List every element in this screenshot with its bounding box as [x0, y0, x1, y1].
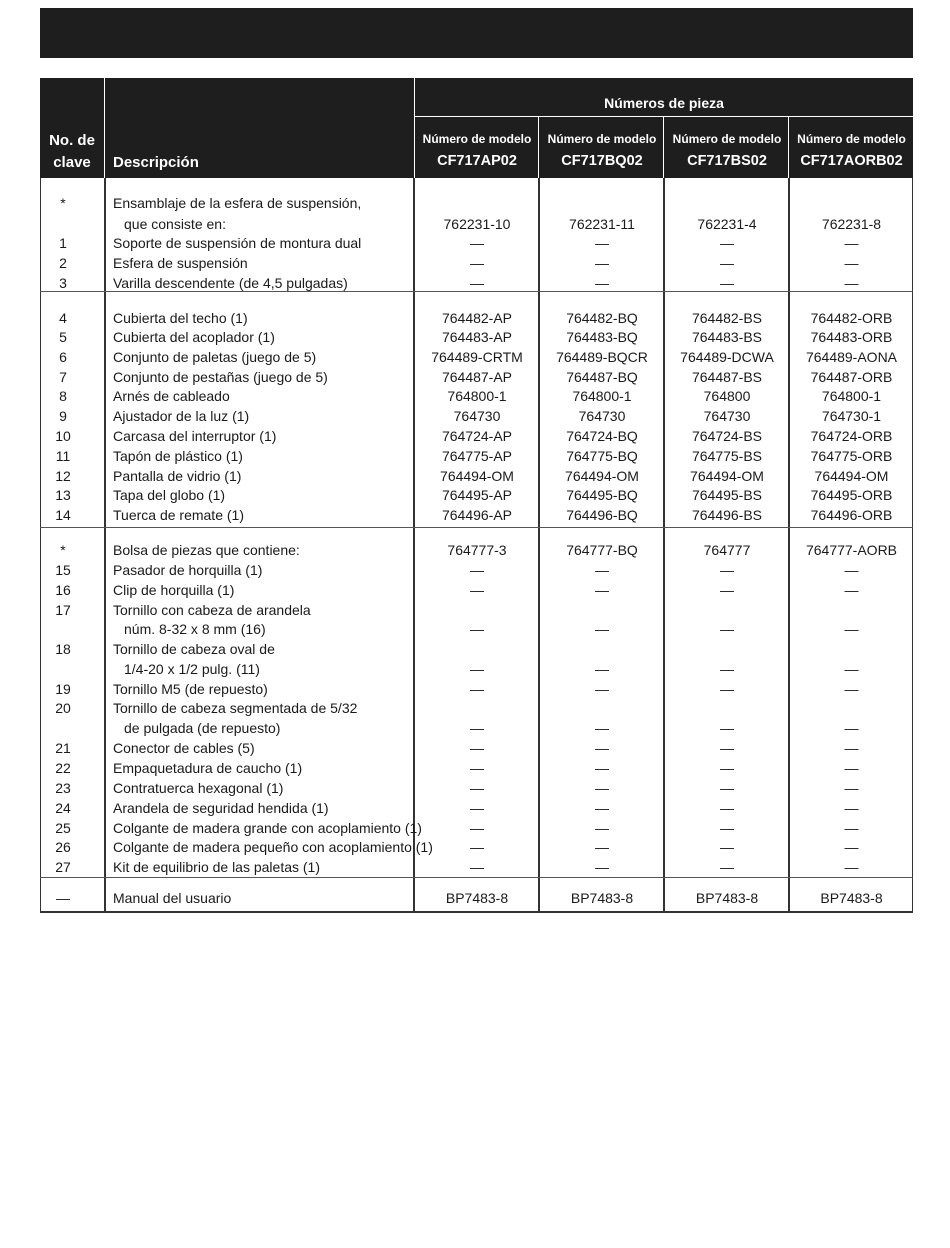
part-number: — — [720, 820, 734, 836]
part-number: — — [844, 621, 859, 637]
part-description: Conjunto de paletas (juego de 5) — [113, 349, 317, 365]
header-model-code: CF717AORB02 — [800, 153, 903, 169]
section-divider — [40, 527, 913, 528]
part-number: — — [595, 839, 609, 855]
part-number: — — [720, 760, 734, 776]
part-number: — — [595, 661, 609, 677]
part-number: 764495-ORB — [810, 487, 893, 503]
table-row — [40, 214, 913, 234]
part-description: Conjunto de pestañas (juego de 5) — [113, 369, 328, 385]
part-number: — — [844, 820, 859, 836]
part-number: — — [470, 681, 484, 697]
part-number: 764489-DCWA — [680, 349, 774, 365]
key-number: * — [60, 195, 66, 211]
key-number: 9 — [59, 408, 67, 424]
part-number: 764487-AP — [441, 369, 513, 385]
key-number: 25 — [55, 820, 71, 836]
part-number: — — [470, 800, 484, 816]
part-number: 762231-8 — [821, 216, 882, 232]
part-number: 764730 — [453, 408, 501, 424]
part-number: 764730 — [703, 408, 751, 424]
part-number: 764496-ORB — [810, 507, 893, 523]
part-number: — — [844, 255, 859, 271]
part-description: Tornillo con cabeza de arandela — [113, 602, 311, 618]
part-number: 764724-BS — [691, 428, 763, 444]
part-number: 764800-1 — [572, 388, 632, 404]
part-description: Pasador de horquilla (1) — [113, 562, 263, 578]
part-number: 764483-AP — [441, 329, 513, 345]
key-number: 14 — [55, 507, 71, 523]
table-row — [40, 837, 913, 857]
header-key: No. de clave — [49, 132, 95, 171]
part-number: — — [470, 740, 484, 756]
part-description: Empaquetadura de caucho (1) — [113, 760, 303, 776]
part-description: Manual del usuario — [113, 890, 232, 906]
part-number: 764489-BQCR — [556, 349, 648, 365]
key-number: 3 — [59, 275, 67, 291]
part-description: Carcasa del interruptor (1) — [113, 428, 277, 444]
part-number: — — [595, 562, 609, 578]
part-description: Contratuerca hexagonal (1) — [113, 780, 284, 796]
part-description: Colgante de madera pequeño con acoplamiento (1) — [113, 839, 433, 855]
key-number: 23 — [55, 780, 71, 796]
table-row — [40, 888, 913, 908]
part-number: — — [470, 582, 484, 598]
part-number: — — [595, 780, 609, 796]
table-row — [40, 540, 913, 560]
part-number: — — [595, 720, 609, 736]
part-number: — — [720, 681, 734, 697]
part-number: 764777 — [703, 542, 751, 558]
part-number: 764482-BS — [691, 310, 763, 326]
part-number: — — [470, 720, 484, 736]
part-number: 764724-BQ — [566, 428, 638, 444]
part-number: — — [844, 562, 859, 578]
part-number: — — [470, 859, 484, 875]
key-number: 18 — [55, 641, 71, 657]
header-model-code: CF717AP02 — [437, 153, 517, 169]
part-description: Pantalla de vidrio (1) — [113, 468, 242, 484]
part-number: — — [844, 740, 859, 756]
part-number: 764494-OM — [440, 468, 514, 484]
part-number: — — [720, 621, 734, 637]
part-number: — — [720, 235, 734, 251]
table-row — [40, 778, 913, 798]
key-number: 7 — [59, 369, 67, 385]
part-number: 764730 — [578, 408, 626, 424]
key-number: 2 — [59, 255, 67, 271]
part-number: — — [844, 839, 859, 855]
part-description: Ensamblaje de la esfera de suspensión, — [113, 195, 362, 211]
key-number: 24 — [55, 800, 71, 816]
part-number: — — [595, 621, 609, 637]
part-number: 764775-AP — [441, 448, 513, 464]
key-number: 11 — [55, 448, 71, 464]
table-row — [40, 308, 913, 328]
part-number: 762231-10 — [443, 216, 511, 232]
part-number: — — [720, 720, 734, 736]
top-banner — [40, 8, 913, 58]
part-number: — — [844, 235, 859, 251]
header-model-code: CF717BS02 — [687, 153, 767, 169]
table-row — [40, 466, 913, 486]
section-divider — [40, 877, 913, 878]
key-number: 4 — [59, 310, 67, 326]
key-number: 22 — [55, 760, 71, 776]
table-row — [40, 406, 913, 426]
table-row — [40, 347, 913, 367]
part-number: — — [470, 820, 484, 836]
table-row — [40, 659, 913, 679]
part-number: — — [720, 740, 734, 756]
table-row — [40, 857, 913, 877]
part-number: BP7483-8 — [695, 890, 759, 906]
part-number: 764724-AP — [441, 428, 513, 444]
part-number: 764494-OM — [814, 468, 889, 484]
part-description: Cubierta del acoplador (1) — [113, 329, 275, 345]
part-number: 764800 — [703, 388, 751, 404]
table-row — [40, 639, 913, 659]
part-number: — — [844, 760, 859, 776]
key-number: 15 — [55, 562, 71, 578]
table-row — [40, 485, 913, 505]
part-description: Esfera de suspensión — [113, 255, 248, 271]
key-number: 20 — [55, 700, 71, 716]
part-number: 764482-ORB — [810, 310, 893, 326]
part-number: — — [844, 780, 859, 796]
part-number: BP7483-8 — [570, 890, 634, 906]
part-number: 764487-ORB — [810, 369, 893, 385]
part-number: — — [720, 661, 734, 677]
table-row — [40, 580, 913, 600]
part-number: BP7483-8 — [820, 890, 883, 906]
part-description: Varilla descendente (de 4,5 pulgadas) — [113, 275, 348, 291]
part-number: BP7483-8 — [445, 890, 509, 906]
table-row — [40, 679, 913, 699]
part-number: — — [720, 780, 734, 796]
key-number: 12 — [55, 468, 71, 484]
part-description: Tapa del globo (1) — [113, 487, 226, 503]
part-description: Tapón de plástico (1) — [113, 448, 243, 464]
parts-table — [40, 78, 913, 912]
part-number: 764800-1 — [821, 388, 882, 404]
key-number: 27 — [55, 859, 71, 875]
part-number: — — [720, 839, 734, 855]
table-row — [40, 619, 913, 639]
part-number: — — [595, 275, 609, 291]
key-number: 19 — [55, 681, 71, 697]
table-row — [40, 193, 913, 213]
key-number: 5 — [59, 329, 67, 345]
part-number: — — [844, 720, 859, 736]
part-number: — — [844, 681, 859, 697]
part-number: — — [720, 275, 734, 291]
part-description: Kit de equilibrio de las paletas (1) — [113, 859, 321, 875]
table-row — [40, 718, 913, 738]
part-number: 764494-OM — [690, 468, 764, 484]
part-number: 764496-BS — [691, 507, 763, 523]
part-number: 764483-BS — [691, 329, 763, 345]
part-number: 764724-ORB — [810, 428, 893, 444]
table-row — [40, 233, 913, 253]
header-part-numbers: Números de pieza — [604, 95, 724, 111]
table-row — [40, 327, 913, 347]
part-description: Tuerca de remate (1) — [113, 507, 244, 523]
part-number: — — [720, 800, 734, 816]
key-number: 8 — [59, 388, 67, 404]
part-number: — — [595, 235, 609, 251]
part-number: — — [595, 800, 609, 816]
key-number: 17 — [55, 602, 71, 618]
part-number: — — [720, 255, 734, 271]
part-number: — — [844, 275, 859, 291]
part-number: — — [595, 255, 609, 271]
key-number: — — [56, 890, 70, 906]
header-model-label: Número de modelo — [797, 132, 906, 146]
table-row — [40, 738, 913, 758]
part-number: 764483-BQ — [566, 329, 638, 345]
part-number: — — [844, 582, 859, 598]
part-number: 764730-1 — [821, 408, 882, 424]
part-number: — — [720, 582, 734, 598]
part-number: 764496-AP — [441, 507, 513, 523]
table-row — [40, 386, 913, 406]
table-row — [40, 600, 913, 620]
table-row — [40, 273, 913, 293]
part-number: 764496-BQ — [566, 507, 638, 523]
part-description: Soporte de suspensión de montura dual — [113, 235, 362, 251]
part-number: — — [844, 800, 859, 816]
part-number: 764495-BS — [691, 487, 763, 503]
part-number: 764483-ORB — [810, 329, 893, 345]
part-number: — — [595, 760, 609, 776]
part-number: 764495-AP — [441, 487, 513, 503]
part-number: 762231-4 — [697, 216, 757, 232]
table-row — [40, 758, 913, 778]
header-model-code: CF717BQ02 — [561, 153, 643, 169]
part-number: 764489-CRTM — [431, 349, 523, 365]
part-number: 764775-BQ — [566, 448, 638, 464]
part-description: de pulgada (de repuesto) — [124, 720, 281, 736]
key-number: 26 — [55, 839, 71, 855]
part-number: — — [595, 681, 609, 697]
part-number: — — [470, 235, 484, 251]
key-number: 10 — [55, 428, 71, 444]
part-number: — — [470, 661, 484, 677]
part-description: Clip de horquilla (1) — [113, 582, 235, 598]
part-number: 764482-BQ — [566, 310, 638, 326]
header-model-label: Número de modelo — [422, 132, 532, 146]
part-description: Tornillo de cabeza oval de — [113, 641, 275, 657]
part-description: Colgante de madera grande con acoplamiento (1) — [113, 820, 422, 836]
part-description: 1/4-20 x 1/2 pulg. (11) — [124, 661, 260, 677]
part-number: 762231-11 — [569, 216, 635, 232]
key-number: 6 — [59, 349, 67, 365]
part-description: que consiste en: — [124, 216, 226, 232]
table-row — [40, 505, 913, 525]
part-number: 764800-1 — [447, 388, 507, 404]
key-number: * — [60, 542, 66, 558]
header-model-label: Número de modelo — [672, 132, 782, 146]
part-number: — — [470, 255, 484, 271]
part-number: — — [595, 740, 609, 756]
part-number: — — [720, 562, 734, 578]
part-number: 764482-AP — [441, 310, 513, 326]
table-row — [40, 560, 913, 580]
part-description: Bolsa de piezas que contiene: — [113, 542, 300, 558]
part-number: 764777-BQ — [566, 542, 638, 558]
part-number: 764487-BS — [691, 369, 763, 385]
part-description: Arnés de cableado — [113, 388, 230, 404]
part-number: 764777-AORB — [805, 542, 898, 558]
part-description: Cubierta del techo (1) — [113, 310, 248, 326]
table-header — [40, 78, 913, 178]
part-number: — — [470, 760, 484, 776]
key-number: 16 — [55, 582, 71, 598]
key-number: 21 — [55, 740, 71, 756]
table-row — [40, 426, 913, 446]
part-number: — — [720, 859, 734, 875]
part-number: — — [470, 839, 484, 855]
table-row — [40, 698, 913, 718]
part-number: — — [470, 275, 484, 291]
header-model-label: Número de modelo — [547, 132, 657, 146]
header-description: Descripción — [113, 154, 199, 171]
part-description: núm. 8-32 x 8 mm (16) — [124, 621, 266, 637]
part-number: 764777-3 — [447, 542, 507, 558]
part-description: Ajustador de la luz (1) — [113, 408, 250, 424]
part-number: 764775-BS — [691, 448, 763, 464]
part-number: — — [844, 859, 859, 875]
key-number: 13 — [55, 487, 71, 503]
part-description: Conector de cables (5) — [113, 740, 255, 756]
part-number: — — [470, 621, 484, 637]
part-number: — — [595, 582, 609, 598]
part-description: Arandela de seguridad hendida (1) — [113, 800, 329, 816]
part-number: — — [595, 859, 609, 875]
part-number: — — [844, 661, 859, 677]
part-number: 764495-BQ — [566, 487, 638, 503]
part-description: Tornillo de cabeza segmentada de 5/32 — [113, 700, 358, 716]
part-number: — — [470, 562, 484, 578]
table-row — [40, 798, 913, 818]
part-number: 764489-AONA — [805, 349, 898, 365]
table-row — [40, 446, 913, 466]
part-number: 764487-BQ — [566, 369, 638, 385]
table-row — [40, 818, 913, 838]
part-description: Tornillo M5 (de repuesto) — [113, 681, 268, 697]
part-number: 764775-ORB — [810, 448, 893, 464]
table-row — [40, 253, 913, 273]
table-row — [40, 367, 913, 387]
part-number: 764494-OM — [565, 468, 639, 484]
key-number: 1 — [59, 235, 67, 251]
part-number: — — [595, 820, 609, 836]
part-number: — — [470, 780, 484, 796]
